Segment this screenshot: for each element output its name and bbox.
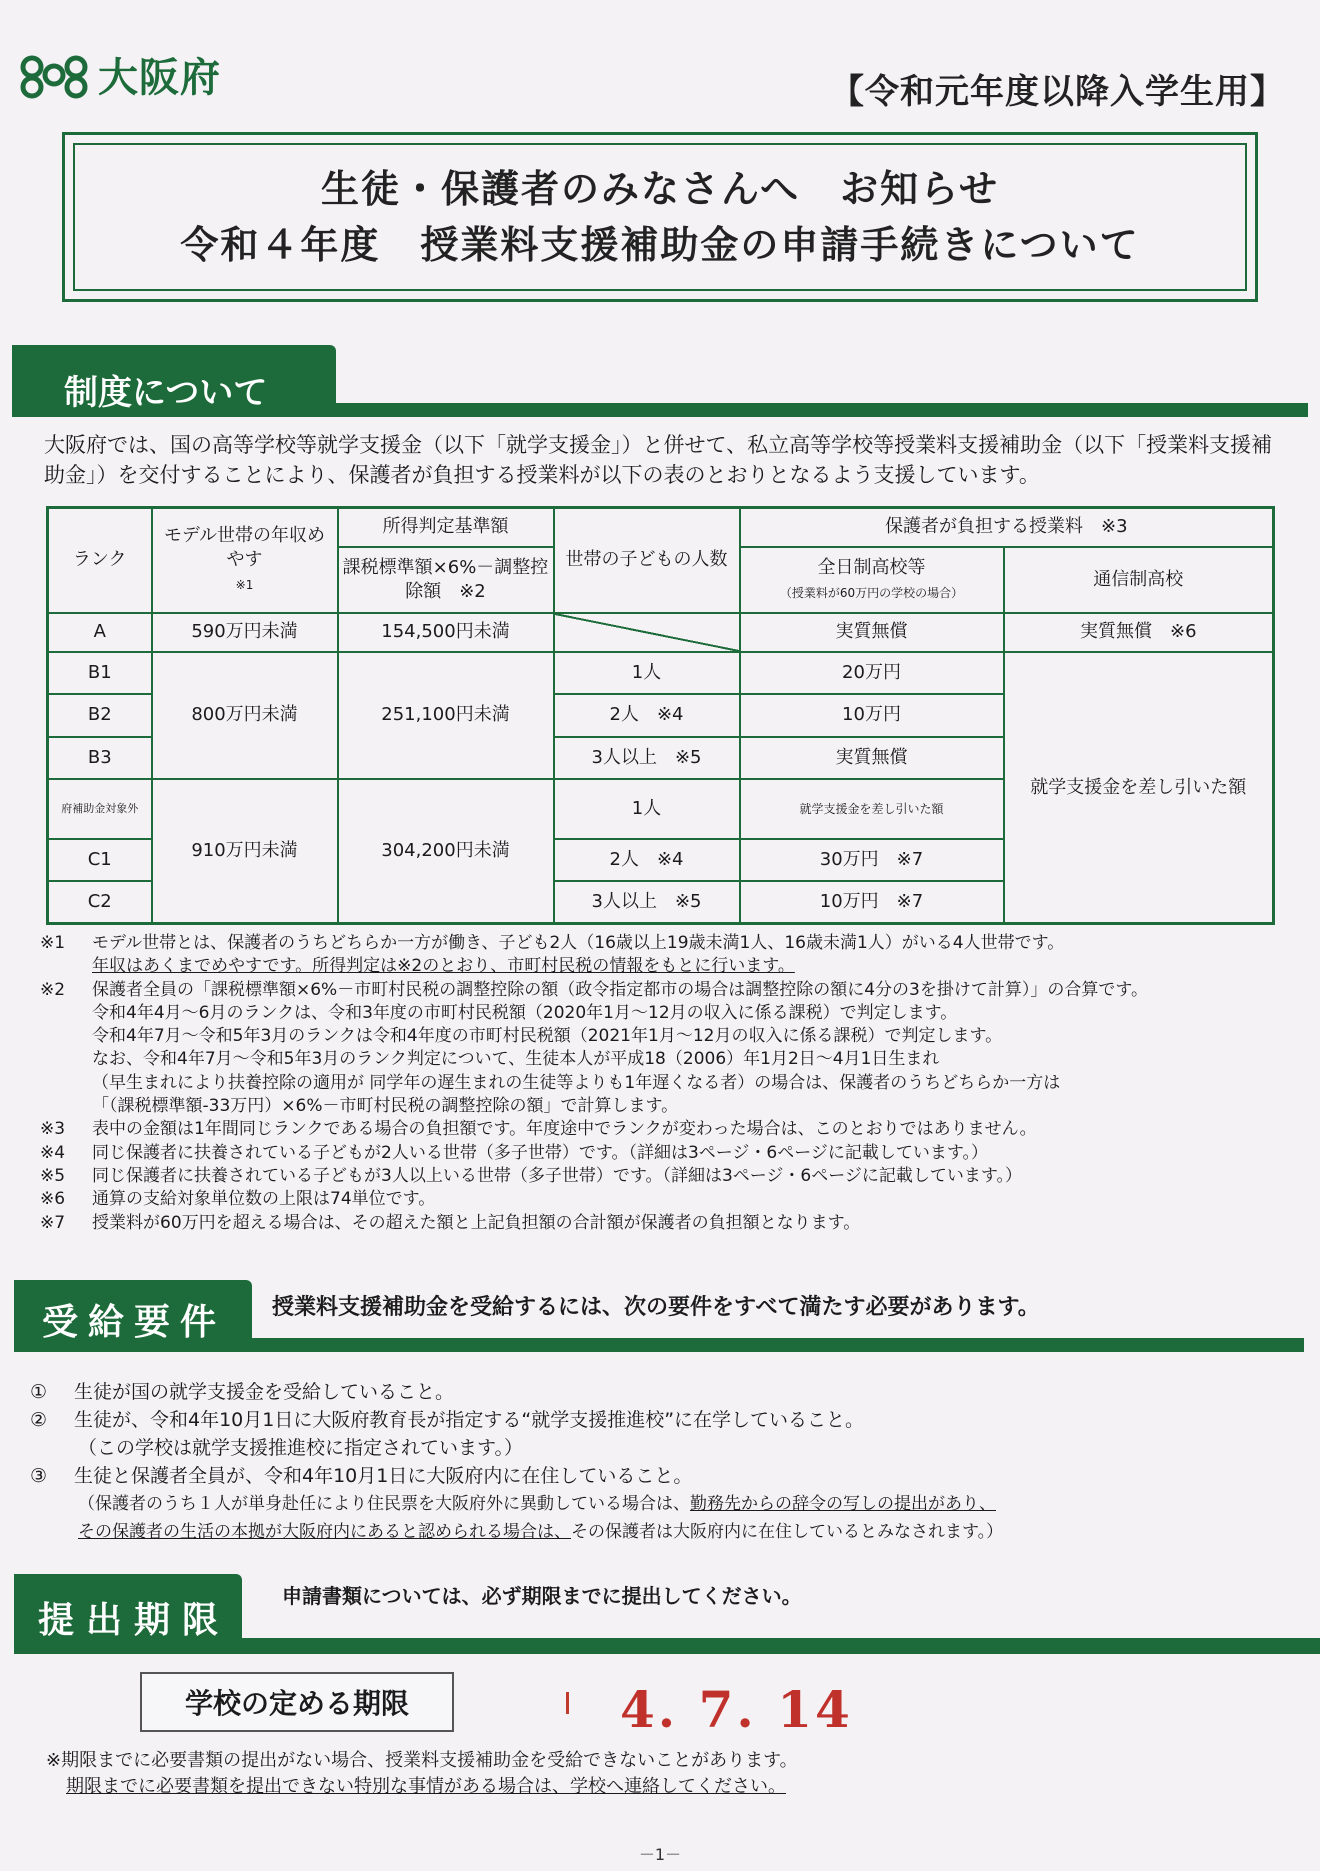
note-7: ※7 授業料が60万円を超える場合は、その超えた額と上記負担額の合計額が保護者の負担額となります。 [40,1212,861,1233]
corr-a: 実質無償 ※6 [1004,613,1274,652]
fulltime-b2: 10万円 [740,694,1004,736]
children-b2: 2人 ※4 [554,694,740,736]
note-5: ※5 同じ保護者に扶養されている子どもが3人以上いる世帯（多子世帯）です。（詳細は3ページ・6ページに記載しています。） [40,1165,1023,1186]
rank-c2: C2 [48,881,152,923]
corr-rest: 就学支援金を差し引いた額 [1004,652,1274,924]
target-badge: 【令和元年度以降入学生用】 [830,72,1285,112]
model-b: 800万円未満 [152,652,338,779]
rank-b1: B1 [48,652,152,694]
rank-b2: B2 [48,694,152,736]
note-2: ※2 保護者全員の「課税標準額×6%－市町村民税の調整控除の額（政令指定都市の場合は調整控除の額に4分の3を掛けて計算）」の合算です。 令和4年4月～6月のランクは、令和3年度の市町村民税額（2020年1月～12月の収入に係る課税）で判定します。 令和4年7月～令和5年3月のランクは令和4年度の市町村民税額（2021年1月～12月の収入に係る課税）で判定します。 なお、令和4年7月～令和5年3月のランク判定について、生徒本人が平成18（2006）年1月2日～4月1日生まれ （早生まれにより扶養控除の適用が 同学年の遅生まれの生徒等よりも1年遅くなる者）の場合は、保護者のうちどちらか一方は 「（課税標準額-33万円）×6%－市町村民税の調整控除の額」で計算します。 [40,979,1148,1117]
page-number: －1－ [638,1845,682,1864]
header-children: 世帯の子どもの人数 [554,508,740,613]
requirement-3-note: （保護者のうち１人が単身赴任により住民票を大阪府外に異動している場合は、勤務先からの辞令の写しの提出があり、 その保護者の生活の本拠が大阪府内にあると認められる場合は、その保護者は大阪府内に在住しているとみなされます。） [78,1494,1004,1542]
header-correspondence: 通信制高校 [1004,547,1274,613]
children-a-diagonal [554,613,740,652]
osaka-logo [18,46,221,103]
title-line-2: 令和４年度 授業料支援補助金の申請手続きについて [180,223,1140,267]
requirement-2-note: （この学校は就学支援推進校に指定されています。） [78,1437,523,1459]
system-intro: 大阪府では、国の高等学校等就学支援金（以下「就学支援金」）と併せて、私立高等学校等授業料支援補助金（以下「授業料支援補助金」）を交付することにより、保護者が負担する授業料が以下の表のとおりとなるよう支援しています。 [44,433,1273,487]
deadline-lead: 申請書類については、必ず期限までに提出してください。 [282,1584,802,1608]
rank-a: A [48,613,152,652]
header-fulltime: 全日制高校等 （授業料が60万円の学校の場合） [740,547,1004,613]
header-income-formula: 課税標準額×6%－調整控除額 ※2 [338,547,554,613]
note-3: ※3 表中の金額は1年間同じランクである場合の負担額です。年度途中でランクが変わった場合は、このとおりではありません。 [40,1119,1037,1140]
header-model-income: モデル世帯の年収めやす ※1 [152,508,338,613]
requirements-lead: 授業料支援補助金を受給するには、次の要件をすべて満たす必要があります。 [272,1295,1040,1320]
requirements-list [30,1378,1290,1546]
children-c2: 3人以上 ※5 [554,881,740,923]
fulltime-a: 実質無償 [740,613,1004,652]
org-name: 大阪府 [98,55,221,101]
income-a: 154,500円未満 [338,613,554,652]
children-b3: 3人以上 ※5 [554,737,740,779]
fulltime-c1: 30万円 ※7 [740,839,1004,881]
children-b1: 1人 [554,652,740,694]
header-income-basis: 所得判定基準額 [338,508,554,547]
fulltime-b1: 20万円 [740,652,1004,694]
header-burden: 保護者が負担する授業料 ※3 [740,508,1274,547]
burden-table [46,506,1275,925]
rank-b3: B3 [48,737,152,779]
model-c: 910万円未満 [152,779,338,924]
fulltime-out: 就学支援金を差し引いた額 [740,779,1004,839]
title-line-1: 生徒・保護者のみなさんへ お知らせ [320,167,1000,211]
requirement-2: ② 生徒が、令和4年10月1日に大阪府教育長が指定する“就学支援推進校”に在学していること。 [30,1409,865,1431]
section-heading-deadline: 提出期限 [14,1574,242,1654]
fulltime-b3: 実質無償 [740,737,1004,779]
note-4: ※4 同じ保護者に扶養されている子どもが2人いる世帯（多子世帯）です。（詳細は3ページ・6ページに記載しています。） [40,1142,989,1163]
income-c: 304,200円未満 [338,779,554,924]
title-box [62,132,1258,302]
deadline-label: 学校の定める期限 [140,1672,454,1732]
income-b: 251,100円未満 [338,652,554,779]
date-stamp-mark [566,1692,569,1714]
model-a: 590万円未満 [152,613,338,652]
rank-c1: C1 [48,839,152,881]
children-out: 1人 [554,779,740,839]
requirement-3: ③ 生徒と保護者全員が、令和4年10月1日に大阪府内に在住していること。 [30,1465,693,1487]
section-heading-system: 制度について [12,345,336,417]
section-heading-requirements: 受給要件 [14,1280,252,1352]
header-rank: ランク [48,508,152,613]
fulltime-c2: 10万円 ※7 [740,881,1004,923]
note-6: ※6 通算の支給対象単位数の上限は74単位です。 [40,1189,436,1210]
rank-out-of-scope: 府補助金対象外 [48,779,152,839]
deadline-footnote: ※期限までに必要書類の提出がない場合、授業料支援補助金を受給できないことがあります。 期限までに必要書類を提出できない特別な事情がある場合は、学校へ連絡してください。 [46,1750,798,1797]
osaka-emblem-icon [18,49,90,101]
children-c1: 2人 ※4 [554,839,740,881]
notes-list [40,932,1300,1235]
note-1: ※1 モデル世帯とは、保護者のうちどちらか一方が働き、子ども2人（16歳以上19歳未満1人、16歳未満1人）がいる4人世帯です。 年収はあくまでめやすです。所得判定は※2のとおり、市町村民税の情報をもとに行います。 [40,933,1065,977]
requirement-1: ① 生徒が国の就学支援金を受給していること。 [30,1381,455,1403]
deadline-date: 4. 7. 14 [620,1680,853,1739]
